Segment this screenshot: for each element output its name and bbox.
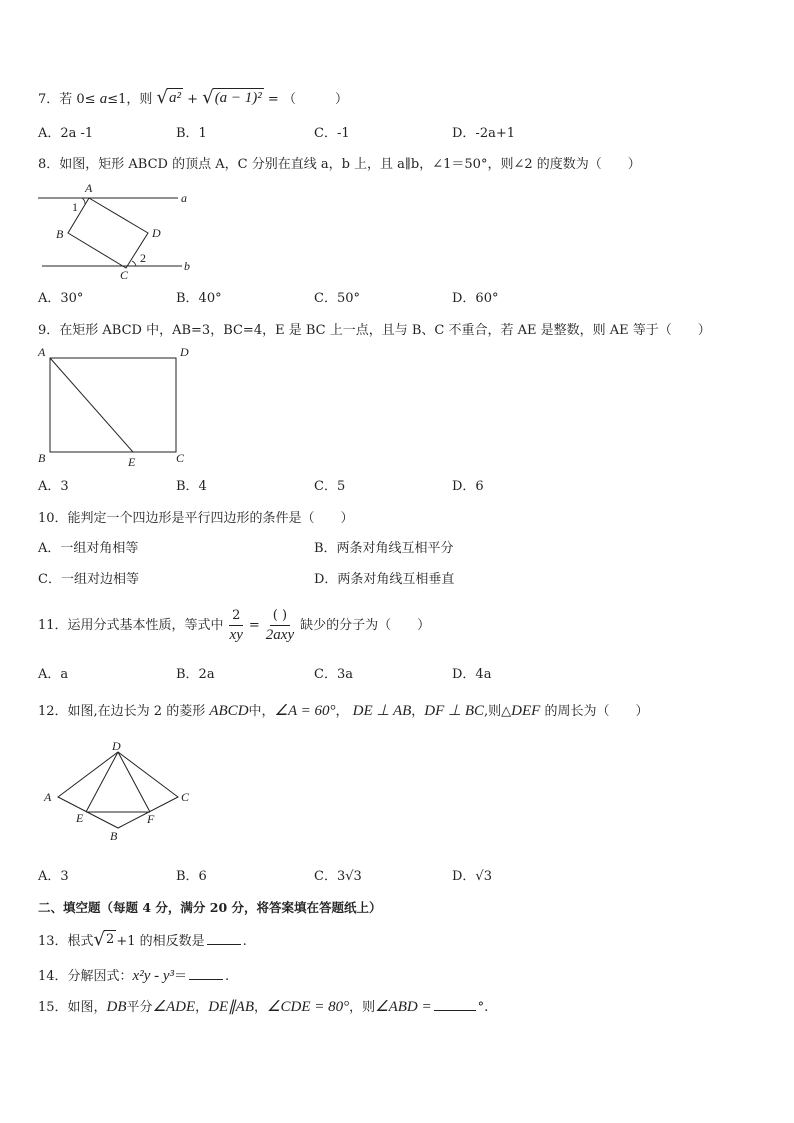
q12-abcd: ABCD bbox=[209, 703, 249, 719]
q11-text-b: 缺少的分子为（ ） bbox=[300, 617, 431, 633]
q8-option-c: C．50° bbox=[314, 291, 360, 306]
question-14 bbox=[38, 967, 229, 986]
q12-text-b: 中， bbox=[248, 704, 275, 719]
q8-label-B: B bbox=[56, 227, 64, 241]
q12-label-A: A bbox=[44, 790, 52, 804]
q14-text-a: 14．分解因式： bbox=[38, 969, 133, 984]
q8-option-a: A．30° bbox=[38, 291, 84, 306]
q8-label-D: D bbox=[152, 226, 161, 240]
q13-radicand: 2 bbox=[106, 932, 115, 947]
q9-option-d: D．6 bbox=[452, 479, 484, 494]
q9-figure bbox=[30, 344, 200, 472]
q12-label-C: C bbox=[181, 790, 190, 804]
q7-stem-a: 若 0≤ bbox=[59, 92, 100, 107]
q14-text-c: . bbox=[225, 969, 230, 984]
q9-label-B: B bbox=[38, 451, 46, 465]
q8-label-2: 2 bbox=[140, 251, 146, 265]
q11-frac1-num: 2 bbox=[229, 607, 243, 626]
q7-stem-b: ≤1，则 bbox=[107, 92, 153, 107]
q15-text-a: 15．如图， bbox=[38, 1000, 107, 1015]
q12-option-a: A．3 bbox=[38, 869, 69, 884]
q7-sqrt-1: √ a² bbox=[156, 87, 182, 108]
q11-fraction-2 bbox=[263, 607, 297, 644]
q11-fraction-1 bbox=[227, 607, 246, 644]
q15-text-d: ， bbox=[254, 1000, 268, 1015]
q12-label-E: E bbox=[76, 811, 84, 825]
q13-answer-blank[interactable] bbox=[207, 932, 241, 945]
q13-text-a: 13．根式 bbox=[38, 934, 94, 949]
q12-text-c: ,则△ bbox=[484, 704, 512, 719]
q12-label-F: F bbox=[147, 812, 155, 826]
q7-option-b: B．1 bbox=[176, 126, 207, 141]
q12-def: DEF bbox=[511, 703, 541, 719]
q9-option-b: B．4 bbox=[176, 479, 207, 494]
q12-df: DF ⊥ BC bbox=[424, 703, 485, 719]
q8-label-b: b bbox=[184, 259, 190, 273]
q8-label-C: C bbox=[120, 268, 129, 282]
q7-number: 7． bbox=[38, 92, 60, 107]
q12-label-B: B bbox=[110, 829, 118, 843]
q12-figure bbox=[36, 740, 206, 848]
q15-cde: ∠CDE = 80° bbox=[267, 999, 350, 1015]
q7-tail: = （ ） bbox=[263, 92, 348, 107]
q11-frac1-den: xy bbox=[229, 627, 243, 643]
q12-angle: ∠A = 60° bbox=[274, 703, 336, 719]
q8-label-A: A bbox=[85, 181, 93, 195]
question-15 bbox=[38, 998, 488, 1017]
q15-db: DB bbox=[106, 999, 127, 1015]
q10-option-c: C．一组对边相等 bbox=[38, 572, 139, 587]
q12-text-d: 的周长为（ ） bbox=[540, 704, 649, 719]
q10-option-d: D．两条对角线互相垂直 bbox=[314, 572, 455, 587]
question-13 bbox=[38, 930, 247, 951]
q15-text-f: °. bbox=[477, 1000, 489, 1015]
q8-label-a: a bbox=[181, 191, 187, 205]
q7-var-a: a bbox=[99, 91, 108, 107]
question-11 bbox=[38, 607, 430, 644]
q15-answer-blank[interactable] bbox=[434, 998, 476, 1011]
q7-option-c: C．-1 bbox=[314, 126, 350, 141]
q11-option-d: D．4a bbox=[452, 667, 492, 682]
q15-de-ab: DE∥AB bbox=[208, 999, 255, 1015]
q15-ade: ∠ADE bbox=[152, 999, 196, 1015]
q11-option-c: C．3a bbox=[314, 667, 353, 682]
question-10: 10．能判定一个四边形是平行四边形的条件是（ ） bbox=[38, 511, 354, 526]
q11-text-a: 11．运用分式基本性质，等式中 bbox=[38, 617, 224, 633]
q15-text-e: ，则 bbox=[349, 1000, 376, 1015]
q11-eq: = bbox=[248, 617, 260, 633]
q14-expr: x²y - y³ bbox=[132, 968, 175, 984]
q15-text-c: ， bbox=[195, 1000, 209, 1015]
q12-option-b: B．6 bbox=[176, 869, 207, 884]
q14-answer-blank[interactable] bbox=[189, 967, 223, 980]
q11-frac2-den: 2axy bbox=[265, 627, 295, 643]
question-8: 8．如图，矩形 ABCD 的顶点 A，C 分别在直线 a，b 上，且 a∥b，∠1＝50°，则∠2 的度数为（ ） bbox=[38, 157, 641, 172]
q12-option-d: D．√3 bbox=[452, 869, 492, 884]
q9-label-A: A bbox=[38, 345, 46, 359]
q8-figure bbox=[30, 180, 210, 286]
q7-option-d: D．-2a+1 bbox=[452, 126, 516, 141]
q9-option-c: C．5 bbox=[314, 479, 346, 494]
q11-option-b: B．2a bbox=[176, 667, 215, 682]
q7-plus: + bbox=[187, 92, 199, 107]
q11-option-a: A．a bbox=[38, 667, 69, 682]
q8-option-d: D．60° bbox=[452, 291, 499, 306]
question-9: 9．在矩形 ABCD 中，AB=3，BC=4，E 是 BC 上一点，且与 B、C 不重合，若 AE 是整数，则 AE 等于（ ） bbox=[38, 323, 711, 338]
q7-sqrt-2: √ (a − 1)² bbox=[202, 87, 262, 108]
q14-text-b: ＝ bbox=[174, 969, 188, 984]
q8-option-b: B．40° bbox=[176, 291, 222, 306]
q8-label-1: 1 bbox=[72, 200, 78, 214]
q13-text-c: . bbox=[242, 934, 247, 949]
q12-label-D: D bbox=[112, 740, 121, 753]
q11-frac2-num: ( ) bbox=[270, 607, 290, 626]
q12-de: DE ⊥ AB bbox=[352, 703, 412, 719]
section-2-title: 二、填空题（每题 4 分，满分 20 分，将答案填在答题纸上） bbox=[38, 900, 382, 915]
q7-option-a: A．2a -1 bbox=[38, 126, 94, 141]
q15-abd: ∠ABD = bbox=[375, 999, 432, 1015]
q10-option-a: A．一组对角相等 bbox=[38, 541, 139, 556]
q13-sqrt: √ 2 bbox=[93, 929, 115, 950]
q9-label-E: E bbox=[128, 455, 136, 469]
q12-text-a: 12．如图,在边长为 2 的菱形 bbox=[38, 704, 206, 719]
q9-label-C: C bbox=[176, 451, 185, 465]
q7-radicand-1: a² bbox=[169, 90, 182, 106]
q7-radicand-2: (a − 1)² bbox=[214, 90, 262, 106]
q12-option-c: C．3√3 bbox=[314, 869, 362, 884]
question-7 bbox=[38, 88, 348, 109]
q9-option-a: A．3 bbox=[38, 479, 69, 494]
q9-label-D: D bbox=[180, 345, 189, 359]
q10-option-b: B．两条对角线互相平分 bbox=[314, 541, 454, 556]
q15-text-b: 平分 bbox=[126, 1000, 153, 1015]
q13-text-b: +1 的相反数是 bbox=[116, 934, 205, 949]
question-12: 12．如图,在边长为 2 的菱形 ABCD中，∠A = 60°， DE ⊥ AB，DF ⊥ BC,则△DEF 的周长为（ ） bbox=[38, 703, 649, 719]
